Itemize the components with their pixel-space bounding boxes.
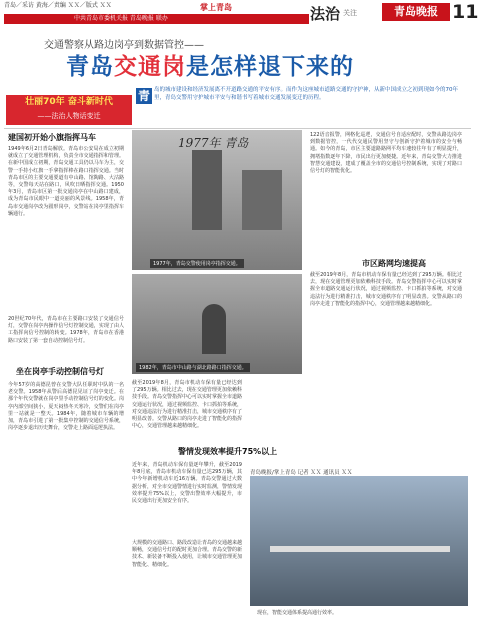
body-col-2: 今年57岁的高德昆曾在交警大队任职时中队的一名老交警。1958年从警后高德昆见证了岗亭变迁。在那个年代交警就在岗亭里手动控制信号灯的变化。岗亭内部空间狭小，夏天闷热冬天寒冷，交警们在岗亭里一站就是一整天。1984年，随着城市车辆的增加，青岛市引进了第一批集中控制的交通信号系统，岗亭逐步退出历史舞台，交警走上路面巡逻执法。 [8,382,124,432]
photo-2-caption: 1982年，青岛市中山路与湖北路路口指挥交通。 [136,363,250,372]
divider [4,128,471,129]
photo-1-caption: 1977年，青岛交警使用岗亭指挥交通。 [150,259,244,268]
byline: 青岛晚报/掌上青岛 记者 ＸＸ 通讯员 ＸＸ [250,470,353,476]
banner-line-2: ——法治人物话变迁 [37,112,101,120]
body-col-7: 截至2019年8月，青岛市机动车保有量已经达到了295万辆。相比过去，现在交通管理更加依赖科技手段。青岛交警指挥中心可以实时掌握全市道路交通运行状况，通过视频监控、卡口抓拍等系统，对交通违法行为进行精准打击，城市交通秩序有了明显改善。交警从路口的岗亭走进了智能化的指挥中心，交通管理越来越精细化。 [310,272,462,307]
header-bar: 中共青岛市委机关报 青岛晚报 联办 [4,14,309,24]
body-col-1b: 20世纪70年代，青岛市在主要路口安装了交通信号灯，交警在岗亭内操作信号灯控制交通，实现了由人工指挥向信号控制的转变。1978年，青岛市在香港路口安装了第一套自动控制信号灯。 [8,316,124,344]
title-highlight: 交通岗 [114,54,186,80]
photo-1977 [132,130,302,270]
building-shape [192,150,222,230]
photo-handwriting: 1977年 青岛 [178,136,249,150]
section-subtitle: 关注 [343,9,357,17]
page-header [0,0,478,28]
subhead-3: 市区路网均速提高 [362,259,426,268]
road-marking [270,546,450,552]
newspaper-brand: 青岛晚报 [382,3,450,21]
title-part-b: 是怎样退下来的 [186,54,354,80]
photo-modern [250,476,468,606]
body-col-5: 近年来，青岛机动车保有量逐年攀升，截至2019年8月底，青岛市机动车保有量已达295万辆，其中今年新增机动车近16万辆。青岛交警通过大数据分析，对全市交通警情进行实时监测，警情发现效率提升75%以上，交警出警效率大幅提升，市民交通出行更加安全有序。 [132,462,243,505]
body-col-6: 大规模的交通路口、路段改造让青岛的交通越来越顺畅，交通信号灯的配时更加合理。青岛交警的新技术、新装备不断投入使用，让城市交通管理更加智能化、精细化。 [132,540,243,568]
body-col-4: 122语音报警，网格化巡逻，交通信号自适应配时，交警从路边岗亭到数据管控，一代代交通民警用坚守与创新守护着城市的安全与畅通。如今的青岛，市区主要道路路网平均车速较往年有了明显提升，拥堵指数逐年下降，市民出行更加便捷。近年来，青岛交警大力推进智慧交通建设，建成了覆盖全市的交通信号控制系统，实现了对路口信号灯的智能优化。 [310,132,462,175]
banner-line-1: 壮丽70年 奋斗新时代 [25,97,113,107]
app-logo: 掌上青岛 [200,3,232,12]
column-banner [6,95,132,125]
body-col-3: 截至2019年8月，青岛市机动车保有量已经达到了295万辆。相比过去，现在交通管理更加依赖科技手段。青岛交警指挥中心可以实时掌握全市道路交通运行状况，通过视频监控、卡口抓拍等系统，对交通违法行为进行精准打击，城市交通秩序有了明显改善。交警从路口的岗亭走进了智能化的指挥中心，交通管理越来越精细化。 [132,380,243,430]
title-part-a: 青岛 [66,54,114,80]
building-shape-2 [242,170,282,230]
page-number: 11 [452,1,478,23]
article-lede: 岛的城市建设和经济发展离不开道路交通的平安有序。而作为这座城市道路交通的守护神，从新中国成立之初到现如今的70年里，青岛交警用守护城市平安与和谐书写着城市交通发展变迁的历程。 [154,87,459,101]
date-line [4,2,112,10]
body-col-1: 1949年6月2日青岛解放。青岛市公安局在成立初期就成立了交通管理机构，负责全市交通指挥和管理。在新中国成立初期，青岛交通工具仍以马车为主，交警一手持小红旗一手拿指挥棒在路口指挥交通。当时青岛市区的主要交通要道有中山路、馆陶路、大沽路等，交警每天站在路口，风吹日晒指挥交通。1950年3月，青岛市区第一批交通岗亭在中山路口建成，成为青岛市民眼中一道亮丽的风景线。1958年，青岛市交通岗亭改为圆形岗亭，交警站在岗亭里指挥车辆通行。 [8,146,124,217]
date-line-1: 青岛／采访 黄海／责编 ＸＸ／版式 ＸＸ [4,2,112,9]
section-title: 法治 [310,5,341,23]
subhead-1: 建国初开始小旗指挥马车 [8,133,96,142]
article-title [10,48,410,81]
photo-3-caption: 现在，智能交通体系提高通行效率。 [257,610,338,616]
article-kicker: 交通警察从路边岗亭到数据管控—— [44,40,204,51]
subhead-2: 坐在岗亭手动控制信号灯 [16,367,104,376]
traffic-police-figure [202,304,226,354]
subhead-4: 警情发现效率提升75%以上 [178,447,278,456]
dropcap-icon: 青 [137,89,150,103]
photo-1982 [132,274,302,374]
